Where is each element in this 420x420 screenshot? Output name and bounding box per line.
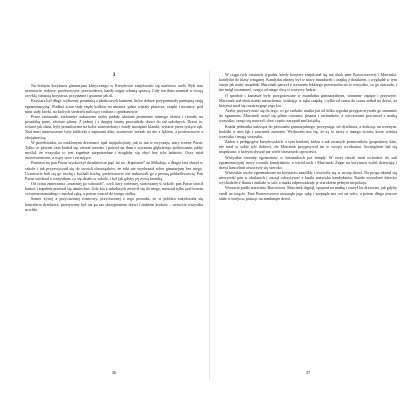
chapter-number: 3 (112, 72, 116, 78)
paragraph: Wszystkie osoby zgromadzone na korytarzu zamilkły i zwróciły się w stronę drzwi. Na progu ukazał się niewysoki pan w okularach i zaczął odczytywać z kartki nazwiska kandydatów. Każde wywołane dziecko wychodziło z tłumu i znikało w sali, a matki odprowadzały je wzrokiem pełnym niepokoju. (219, 169, 397, 186)
paragraph: Żaden z pedagogów kieryłowskich, a tym bardziej żaden z tak zwanych pomocników gospodarzy klas, nie miał w sobie tyle dobroci, ile Marcinek przypisywał im w swojej wyobraźni. Szczególnie bał się inspektora, o którym słyszał już wiele strasznych opowieści. (219, 139, 397, 155)
left-page (25, 72, 203, 375)
paragraph: Przez zastarzałe, zielonawe zakurzone szyby padały ukośnie promienie rannego słońca i rzucały na posadzkę jasne, złociste plamy. Z jednej i z drugiej strony prowadziły drzwi do sal szkolnych. Drzwi te, równie jak okna, były pomalowane na kolor szarozielony i miały mosiężne klamki, wytarte przez tysiące rąk. Nad nimi umieszczone były tabliczki z napisami klas, uczniowie zerkali na nie z lękiem, a profesorowie z obojętnością. (25, 113, 203, 140)
paragraph: Wszystkie terminy egzaminów w dziennikach już minęły. W owej chwili miał wchodzić do sali egzaminacyjnej nowy rocznik kandydatów, a wśród nich i Marcinek. Zegar na korytarzu wybił dziewiątą i drzwi kancelarii otworzyły się szeroko. (219, 154, 397, 170)
paragraph: Każda jednostka należąca do personelu gimnazjalnego, poczynając od dyrektora, a kończąc na woźnym, budziła w nim lęk i szacunek zarazem. Wydawało mu się, że są to istoty z innego świata, które wiedzą wszystko i mogą wszystko. (219, 123, 397, 139)
paragraph: Wreszcie padło nazwisko Borowicza. Marcinek drgnął, spojrzał na matkę i ruszył ku drzwiom, jak gdyby szedł na ścięcie. Pani Borowiczowa uścisnęła jego rękę i szepnęła mu coś na ucho, a potem długo jeszcze stała w miejscu, patrząc na zamknięte drzwi. (219, 185, 397, 201)
paragraph: Korytarz był długi, wyłożony posadzką z płaskowych kamieni, które dobrze przypominały pamiętną sesję egzaminacyjną. Wzdłuż ścian stały rzędy kołków na ubrania, gdzie wisiały płaszcze, czapki i tornistry, pod nimi stały ławki, na których siedzieli milczący rodzice i opiekunowie. (25, 98, 203, 114)
page-gutter (209, 70, 210, 380)
page-number-right: 37 (305, 370, 311, 375)
paragraph: Na dolnym korytarzu gimnazjum klasycznego w Kieryłowie znajdowało się mnóstwo osób. Byli tam uczniowie, rodzice, profesorowie, przewodnicy, każdy zajęty własną sprawą. Cały ten tłum szumiał w swoją zwykłą ciasnotą korytarza, przyjaźnie i gwarnie jak ul. (25, 83, 203, 99)
right-page (219, 72, 397, 375)
paragraph: Szmer żywej a przyciszonej rozmowy, przyciszonej z tego powodu, że w pobliżu znajdowała się kancelaria dyrektora, przerywany był raz po raz skrzypieniem drzwi i stukiem kroków – wreszcie wszystko ucichło. (25, 196, 203, 212)
paragraph: W ciągu tych ostatnich tygodni, kiedy korytarz znajdował się tuż obok pani Borowiczowej i Marcinka, kandydat do klasy wstępnej. Kandydat ubrany był w nowy mundurek i czapkę z daszkiem, i wyglądał w tym stroju jak mały urzędnik. Marcinek patrzył z wyrazem lekkiego przestrachu na to wszystko, co go otaczało, i nie mógł zrozumieć, czego od niego chcą ci wszyscy ludzie. (219, 72, 397, 93)
paragraph: W przedsionku, za oszklonymi drzwiami, spał najspokojniej, jak to ma w zwyczaju, stary woźny Pazur. Tylko co pewien czas budził się, ziewał szeroko i patrzył na tłum z wyrazem głębokiego politowania, jakby myślał, że wszystko to jest zupełnie niepotrzebne i mogłoby się obyć bez tylu hałasów. Oczy miał zaczerwienione, a wąsy siwe i zwisające. (25, 139, 203, 161)
paragraph: O spodnie i kamasze były przygotowane w mundurku gimnazjalnym, starannie zapięte i przyszyte. Marcinek stał obok matki nieruchomo, ściskając w ręku czapkę, i tylko od czasu do czasu zerkał na drzwi, za którymi miał się rozstrzygnąć jego los. (219, 92, 397, 108)
paragraph: Od czasu zmierzania „ostatniej po sobotach”, czyli kary cielesnej, stosowanej w szkole, pan Pazur stracił humor i zupełnie przestał się uśmiechać. Gdy kto z młodszych zwrócił się do niego, mruczał tylko pod nosem coś niezrozumiałego i machał ręką, a potem wracał do swego stołka. (25, 180, 203, 197)
page-number-left: 36 (111, 370, 117, 375)
paragraph: Ażeby przyzwyczaić się do tego, co go czekało, matka już od kilku tygodni przygotowywała go starannie do egzaminu. Marcinek uczył się pilnie czytania, pisania i rachunków, a wieczorami powtarzał z matką wszystko, czego się nauczył, choć często zasypiał nad książką. (219, 108, 397, 124)
paragraph: Pomimo na pan Pazur wyskoczył dwadzieścia pięć lat na „Kapitanie” za Mikołaja, a długie lata służył w szkole i tak przyzwyczaił się do swoich obowiązków, że nikt nie wyobrażał sobie gimnazjum bez niego. Uczniowie bali się go trochę i kochali trochę, profesorowie zaś traktowali go z pewną pobłażliwością. Pan Pazur wiedział o wszystkim, co się działo w szkole, i był jak gdyby jej żywą kroniką. (25, 160, 203, 181)
